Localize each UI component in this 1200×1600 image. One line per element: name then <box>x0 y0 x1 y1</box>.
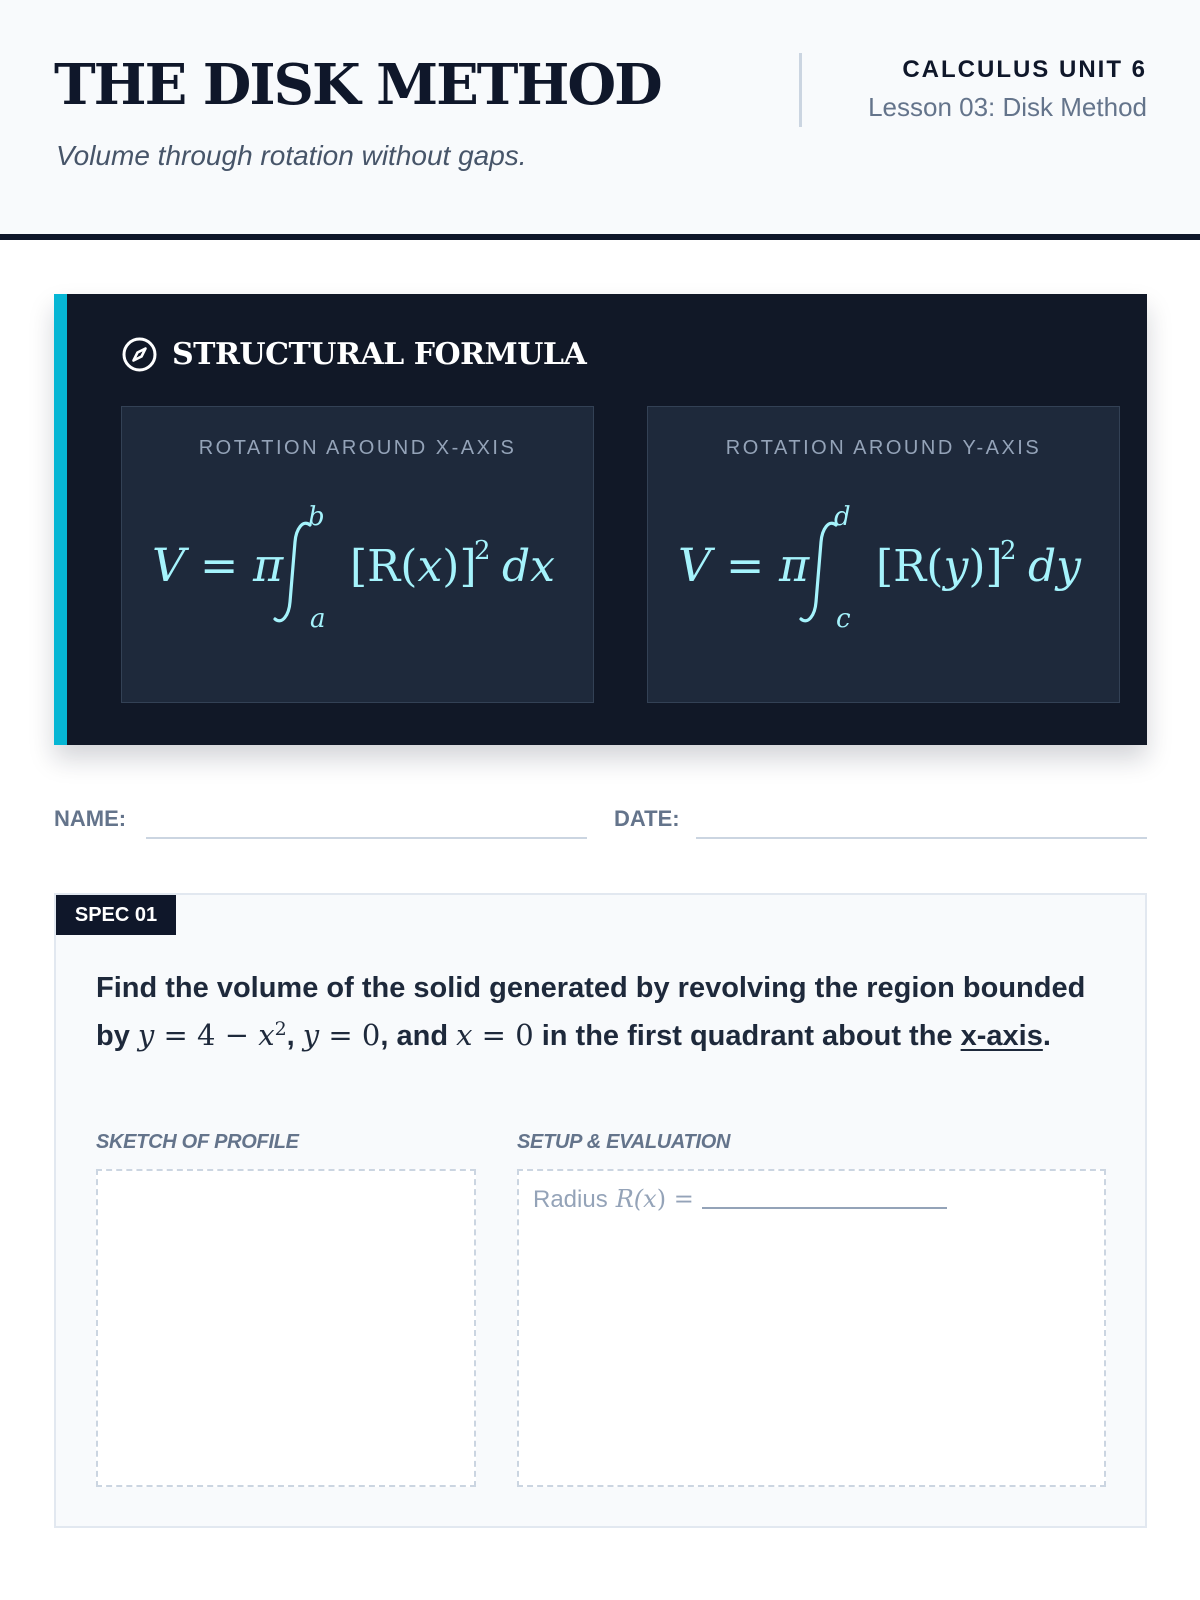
spec-tag: SPEC 01 <box>56 895 176 935</box>
radius-line <box>533 1185 947 1214</box>
integral-lower-bound: a <box>310 604 326 634</box>
page-subtitle: Volume through rotation without gaps. <box>56 140 527 171</box>
axis-emphasis: x-axis <box>960 1020 1043 1052</box>
unit-label: CALCULUS UNIT 6 <box>902 56 1147 83</box>
radius-function: R(x) = <box>615 1185 694 1213</box>
formula-label-x-axis: ROTATION AROUND X-AXIS <box>198 437 517 459</box>
compass-icon <box>121 336 158 373</box>
formula-exponent: 2 <box>1000 536 1017 566</box>
formula-box-x-axis <box>121 406 594 703</box>
formula-y-axis <box>648 497 1121 637</box>
formula-heading-text: STRUCTURAL FORMULA <box>172 337 587 372</box>
name-field[interactable] <box>146 837 587 839</box>
formula-integrand: [R(x)] <box>350 541 477 592</box>
integral-upper-bound: d <box>834 502 851 532</box>
setup-label: SETUP & EVALUATION <box>517 1131 731 1153</box>
lesson-label: Lesson 03: Disk Method <box>868 92 1147 122</box>
formula-lhs: V = π <box>678 538 810 592</box>
header-divider <box>799 53 802 127</box>
formula-label-y-axis: ROTATION AROUND Y-AXIS <box>725 437 1042 459</box>
radius-blank[interactable] <box>702 1207 947 1209</box>
page-title: THE DISK METHOD <box>54 52 661 118</box>
problem-statement: Find the volume of the solid generated by revolving the region bounded by $y = 4 - x^2$, y = 0, and x = 0 in the first quadrant about the x-axis. <box>96 972 1086 1052</box>
spec-card <box>54 893 1147 1528</box>
sketch-area[interactable] <box>96 1169 476 1487</box>
name-label: NAME: <box>54 806 127 831</box>
integral-upper-bound: b <box>308 502 325 532</box>
formula-integrand: [R(y)] <box>876 541 1003 592</box>
formula-heading <box>121 336 586 373</box>
formula-differential: dy <box>1028 541 1082 592</box>
formula-card <box>54 294 1147 745</box>
date-label: DATE: <box>614 806 680 831</box>
formula-differential: dx <box>502 541 555 592</box>
integral-lower-bound: c <box>836 604 851 634</box>
sketch-label: SKETCH OF PROFILE <box>96 1131 299 1153</box>
formula-lhs: V = π <box>152 538 284 592</box>
formula-box-y-axis <box>647 406 1120 703</box>
setup-area[interactable] <box>517 1169 1106 1487</box>
date-field[interactable] <box>696 837 1147 839</box>
radius-prefix: Radius <box>533 1186 608 1213</box>
formula-exponent: 2 <box>474 536 491 566</box>
formula-x-axis <box>122 497 595 637</box>
page-header <box>0 0 1200 240</box>
